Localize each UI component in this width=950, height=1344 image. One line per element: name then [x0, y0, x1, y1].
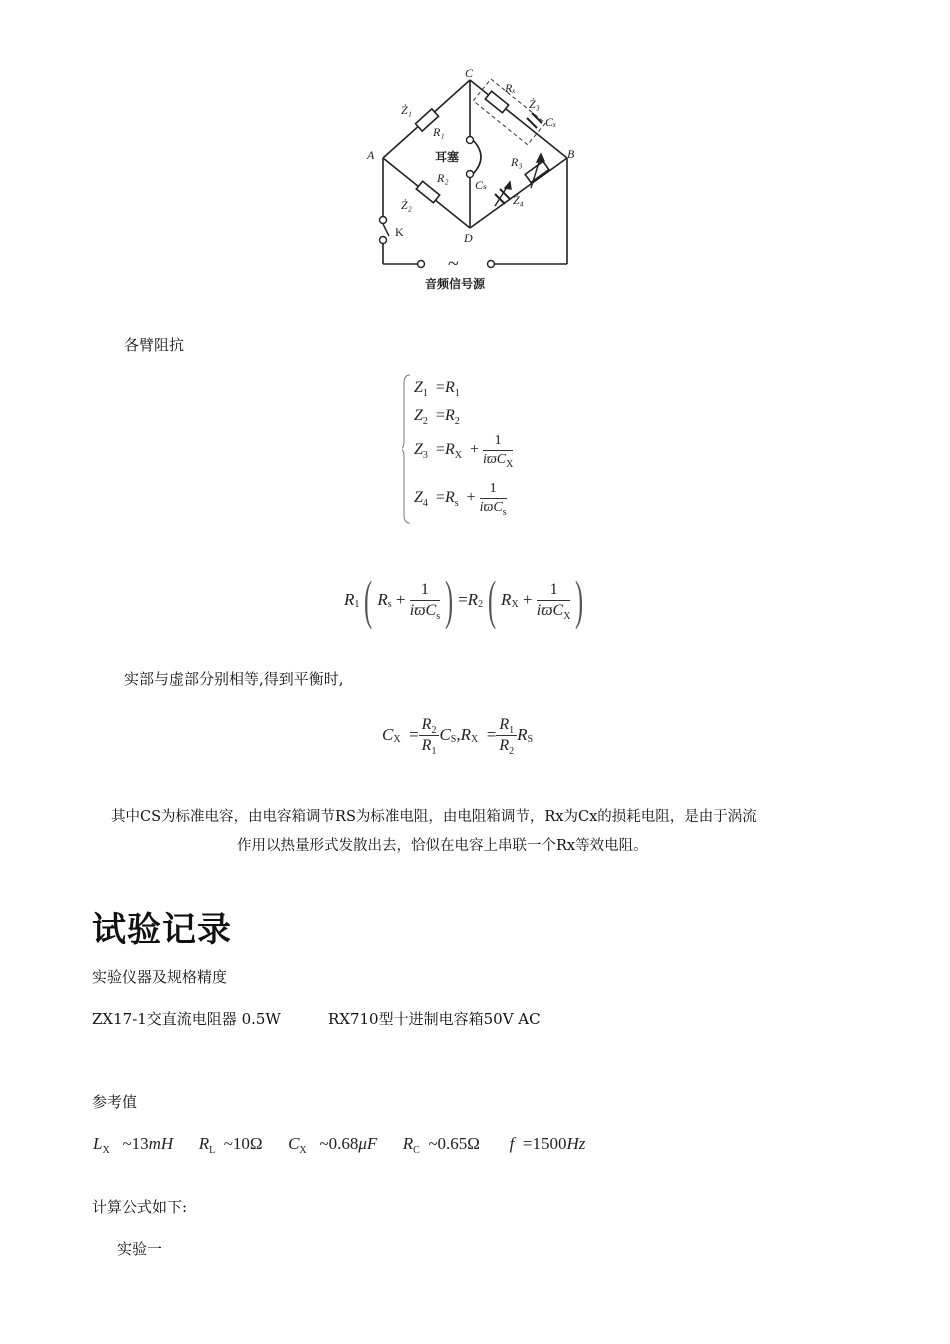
- equation-z4: $Z_4 =R_s$ + $\frac{1}{iϖC_s}$: [414, 481, 507, 518]
- node-c-label: C: [465, 66, 474, 80]
- reference-heading: 参考值: [92, 1093, 138, 1111]
- equation-z3: $Z_3 =R_X$ + $\frac{1}{iϖC_X}$: [414, 433, 514, 470]
- instruments-heading: 实验仪器及规格精度: [92, 968, 228, 986]
- audio-source-label: 音频信号源: [425, 277, 486, 291]
- z4-label: Ż₄: [513, 193, 524, 207]
- arm-impedance-label: 各臂阻抗: [124, 336, 185, 354]
- section-title: 试验记录: [92, 910, 232, 950]
- source-symbol: ~: [448, 253, 459, 275]
- experiment-1-heading: 实验一: [117, 1240, 163, 1258]
- cx-label: Cₓ: [545, 115, 557, 129]
- z1-label: Ż₁: [401, 103, 412, 117]
- switch-label: K: [395, 225, 404, 239]
- left-brace: [402, 373, 412, 525]
- earphone-label: 耳塞: [435, 150, 460, 164]
- node-b-label: B: [567, 147, 575, 161]
- r1-label: R₁: [433, 125, 445, 139]
- rx-label: Rₓ: [505, 81, 516, 95]
- r2-label: R₂: [437, 171, 449, 185]
- result-equation: C X = $\frac{R_2}{R_1}$ C S , R X = $\frac{R_1}{R_2}$ R S: [382, 715, 534, 757]
- equation-z2: $Z_2 =R_2$: [414, 407, 460, 427]
- r3-label: R₃: [511, 155, 523, 169]
- explanation-line-1: 其中CS为标准电容，由电容箱调节RS为标准电阻，由电阻箱调节，Rx为Cx的损耗电阻，是由于涡流: [111, 809, 757, 825]
- cs-label: Cₛ: [475, 178, 488, 192]
- formula-heading: 计算公式如下:: [92, 1198, 188, 1216]
- bridge-circuit-diagram: [355, 66, 595, 296]
- equation-z1: $Z_1 =R_1$: [414, 379, 460, 399]
- reference-values: $L_X$ ~13mH $R_L$ ~10Ω $C_X$ ~0.68μF $R_C$ ~0.65Ω f =1500Hz: [93, 1134, 586, 1156]
- explanation-line-2: 作用以热量形式发散出去，恰似在电容上串联一个Rx等效电阻。: [237, 838, 648, 854]
- instrument-resistor: ZX17-1交直流电阻器 0.5W: [92, 1010, 281, 1028]
- z3-label: Ż₃: [529, 97, 540, 111]
- instrument-capacitor-box: RX710型十进制电容箱50V AC: [328, 1010, 541, 1028]
- node-a-label: A: [367, 148, 375, 162]
- node-d-label: D: [464, 231, 473, 245]
- balance-equation: R 1 ( R s + $\frac{1}{iϖC_s}$ ) = R 2 ( R X + $\frac{1}{iϖC_X}$ ): [344, 570, 584, 630]
- impedance-equation-system: [402, 373, 562, 525]
- z2-label: Ż₂: [401, 198, 412, 212]
- balance-intro-text: 实部与虚部分别相等,得到平衡时,: [124, 670, 344, 688]
